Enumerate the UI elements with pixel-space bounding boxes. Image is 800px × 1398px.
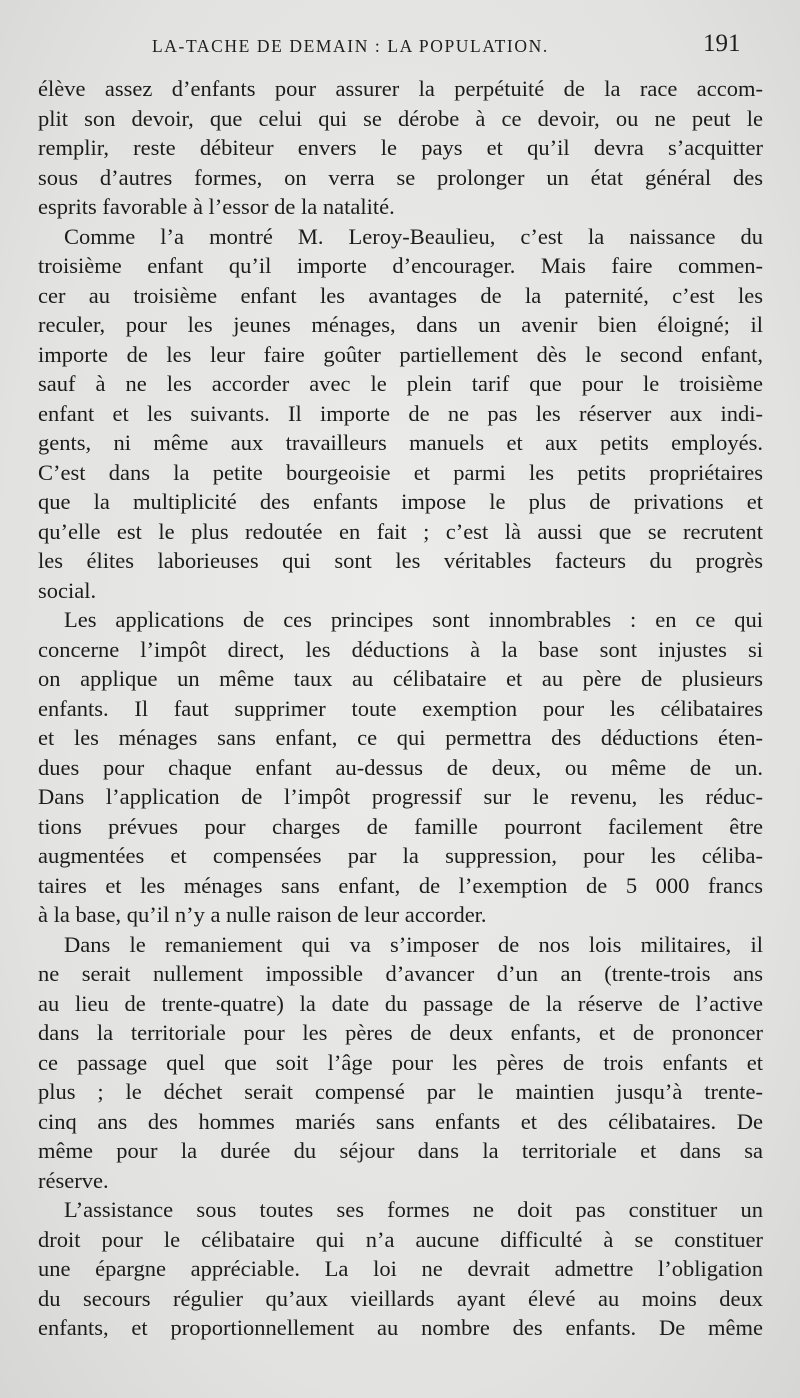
- text-line: L’assistance sous toutes ses formes ne doit pas constituer un: [64, 1197, 763, 1222]
- text-line: enfant et les suivants. Il importe de ne pas les réserver aux indi-: [38, 400, 763, 426]
- text-line: gents, ni même aux travailleurs manuels et aux petits employés.: [38, 430, 763, 455]
- paragraph: [38, 1195, 763, 1343]
- text-line: plit son devoir, que celui qui se dérobe à ce devoir, ou ne peut le: [38, 105, 763, 131]
- page-number: 191: [703, 30, 741, 57]
- text-line: augmentées et compensées par la suppression, pour les céliba-: [38, 843, 763, 868]
- text-line: même pour la durée du séjour dans la territoriale et dans sa: [38, 1138, 763, 1163]
- text-line: élève assez d’enfants pour assurer la perpétuité de la race accom-: [38, 76, 763, 101]
- text-line: qu’elle est le plus redoutée en fait ; c’est là aussi que se recrutent: [38, 518, 763, 544]
- text-line: on applique un même taux au célibataire et au père de plusieurs: [38, 666, 763, 691]
- text-line: Dans le remaniement qui va s’imposer de nos lois militaires, il: [64, 931, 763, 957]
- text-line: cinq ans des hommes mariés sans enfants et des célibataires. De: [38, 1108, 763, 1134]
- text-line: importe de les leur faire goûter partiellement dès le second enfant,: [38, 341, 763, 367]
- text-line: ce passage quel que soit l’âge pour les pères de trois enfants et: [38, 1049, 763, 1075]
- running-title: LA-TACHE DE DEMAIN : LA POPULATION.: [152, 36, 549, 56]
- text-line: enfants. Il faut supprimer toute exemption pour les célibataires: [38, 695, 763, 721]
- text-line: dans la territoriale pour les pères de deux enfants, et de prononcer: [38, 1020, 763, 1045]
- text-line: une épargne appréciable. La loi ne devrait admettre l’obligation: [38, 1256, 763, 1281]
- text-line: dues pour chaque enfant au-dessus de deux, ou même de un.: [38, 754, 763, 780]
- text-line: plus ; le déchet serait compensé par le maintien jusqu’à trente-: [38, 1079, 763, 1104]
- paragraph: [38, 74, 763, 222]
- text-line: que la multiplicité des enfants impose le plus de privations et: [38, 489, 763, 514]
- text-line: sous d’autres formes, on verra se prolonger un état général des: [38, 164, 763, 190]
- running-head: [0, 30, 800, 66]
- text-line: taires et les ménages sans enfant, de l’exemption de 5 000 francs: [38, 872, 763, 898]
- text-line: reculer, pour les jeunes ménages, dans un avenir bien éloigné; il: [38, 312, 763, 337]
- text-line: esprits favorable à l’essor de la natalité.: [38, 194, 395, 219]
- text-line: Les applications de ces principes sont innombrables : en ce qui: [64, 607, 763, 632]
- text-line: sauf à ne les accorder avec le plein tarif que pour le troisième: [38, 371, 763, 396]
- paragraph: [38, 605, 763, 930]
- text-line: social.: [38, 577, 97, 603]
- text-line: et les ménages sans enfant, ce qui permettra des déductions éten-: [38, 725, 763, 750]
- paragraph: [38, 222, 763, 606]
- text-line: enfants, et proportionnellement au nombre des enfants. De même: [38, 1315, 763, 1340]
- text-line: tions prévues pour charges de famille pourront facilement être: [38, 813, 763, 839]
- text-line: Comme l’a montré M. Leroy-Beaulieu, c’est la naissance du: [64, 223, 763, 249]
- text-line: à la base, qu’il n’y a nulle raison de leur accorder.: [38, 902, 487, 927]
- text-line: concerne l’impôt direct, les déductions à la base sont injustes si: [38, 636, 763, 662]
- text-line: remplir, reste débiteur envers le pays et qu’il devra s’acquitter: [38, 135, 763, 160]
- text-line: les élites laborieuses qui sont les véritables facteurs du progrès: [38, 548, 763, 573]
- text-line: droit pour le célibataire qui n’a aucune difficulté à se constituer: [38, 1226, 763, 1252]
- text-line: réserve.: [38, 1167, 109, 1193]
- text-line: au lieu de trente-quatre) la date du passage de la réserve de l’active: [38, 990, 763, 1016]
- body-text: [38, 74, 763, 1343]
- text-line: ne serait nullement impossible d’avancer d’un an (trente-trois ans: [38, 961, 763, 986]
- paragraph: [38, 930, 763, 1196]
- text-line: cer au troisième enfant les avantages de la paternité, c’est les: [38, 282, 763, 308]
- text-line: du secours régulier qu’aux vieillards ayant élevé au moins deux: [38, 1285, 763, 1311]
- text-line: Dans l’application de l’impôt progressif sur le revenu, les réduc-: [38, 784, 763, 809]
- text-line: troisième enfant qu’il importe d’encourager. Mais faire commen-: [38, 253, 763, 278]
- text-line: C’est dans la petite bourgeoisie et parmi les petits propriétaires: [38, 459, 763, 485]
